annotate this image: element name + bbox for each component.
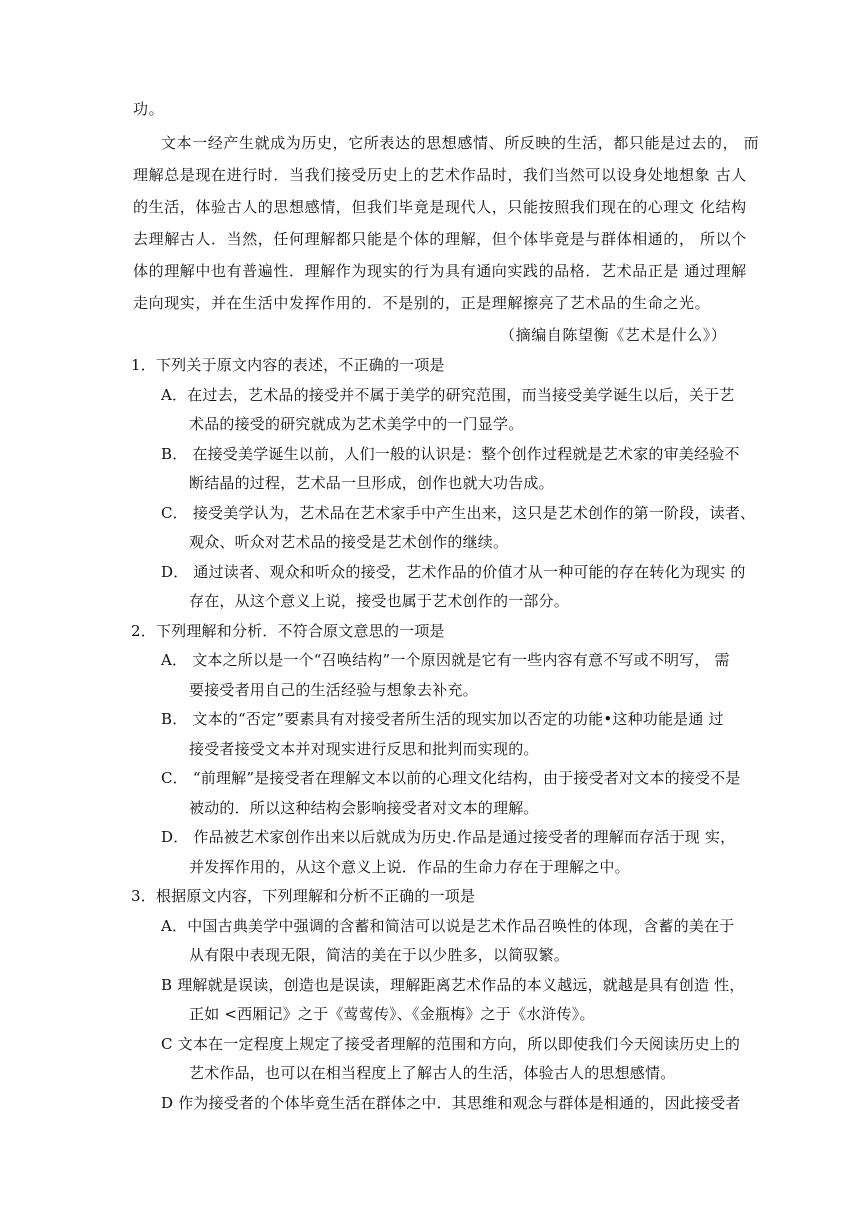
source-citation: （摘编自陈望衡《艺术是什么》） — [500, 326, 727, 344]
question-stem: 1．下列关于原文内容的表述，不正确的一项是 — [131, 356, 445, 374]
passage-line: 体的理解中也有普遍性．理解作为现实的行为具有通向实践的品格．艺术品正是 通过理解 — [133, 262, 747, 280]
option-line: 艺术作品，也可以在相当程度上了解古人的生活，体验古人的思想感情。 — [189, 1064, 676, 1082]
option-line: 从有限中表现无限，简洁的美在于以少胜多，以简驭繁。 — [189, 946, 570, 964]
option-line: 正如 <西厢记》之于《莺莺传》、《金瓶梅》之于《水浒传》。 — [189, 1005, 595, 1023]
question-stem: 2．下列理解和分析．不符合原文意思的一项是 — [131, 622, 445, 640]
option-line: D 作为接受者的个体毕竟生活在群体之中．其思维和观念与群体是相通的，因此接受者 — [161, 1094, 741, 1112]
passage-line: 的生活，体验古人的思想感情，但我们毕竟是现代人，只能按照我们现在的心理文 化结构 — [133, 198, 747, 216]
option-line: 存在，从这个意义上说，接受也属于艺术创作的一部分。 — [189, 592, 570, 610]
option-line: 并发挥作用的，从这个意义上说．作品的生命力存在于理解之中。 — [189, 858, 630, 876]
option-line: A． 文本之所以是一个“召唤结构”一个原因就是它有一些内容有意不写或不明写， 需 — [161, 651, 730, 669]
option-line: 被动的．所以这种结构会影响接受者对文本的理解。 — [189, 799, 539, 817]
option-line: A．在过去，艺术品的接受并不属于美学的研究范围，而当接受美学诞生以后，关于艺 — [161, 386, 735, 404]
option-line: 观众、听众对艺术品的接受是艺术创作的继续。 — [189, 533, 509, 551]
question-stem: 3．根据原文内容，下列理解和分析不正确的一项是 — [131, 887, 476, 905]
passage-line: 文本一经产生就成为历史，它所表达的思想感情、所反映的生活，都只能是过去的， 而 — [161, 134, 760, 152]
option-line: C． 接受美学认为，艺术品在艺术家手中产生出来，这只是艺术创作的第一阶段，读者、 — [161, 504, 756, 522]
option-line: 断结晶的过程，艺术品一旦形成，创作也就大功告成。 — [189, 474, 554, 492]
option-line: 接受者接受文本并对现实进行反思和批判而实现的。 — [189, 740, 539, 758]
passage-line: 功。 — [133, 100, 165, 118]
option-line: D． 作品被艺术家创作出来以后就成为历史.作品是通过接受者的理解而存活于现 实， — [161, 828, 736, 846]
option-line: B 理解就是误读，创造也是误读，理解距离艺术作品的本义越远，就越是具有创造 性， — [161, 976, 745, 994]
option-line: B． 文本的“否定”要素具有对接受者所生活的现实加以否定的功能•这种功能是通 过 — [161, 710, 724, 728]
option-line: 术品的接受的研究就成为艺术美学中的一门显学。 — [189, 415, 524, 433]
option-line: A．中国古典美学中强调的含蓄和简洁可以说是艺术作品召唤性的体现，含蓄的美在于 — [161, 917, 735, 935]
option-line: 要接受者用自己的生活经验与想象去补充。 — [189, 681, 478, 699]
option-line: D． 通过读者、观众和听众的接受，艺术作品的价值才从一种可能的存在转化为现实 的 — [161, 563, 746, 581]
passage-line: 去理解古人．当然，任何理解都只能是个体的理解，但个体毕竟是与群体相通的， 所以个 — [133, 230, 747, 248]
passage-line: 走向现实，并在生活中发挥作用的．不是别的，正是理解擦亮了艺术品的生命之光。 — [133, 294, 711, 312]
option-line: C 文本在一定程度上规定了接受者理解的范围和方向，所以即使我们今天阅读历史上的 — [161, 1035, 741, 1053]
option-line: C． “前理解”是接受者在理解文本以前的心理文化结构，由于接受者对文本的接受不是 — [161, 769, 741, 787]
option-line: B． 在接受美学诞生以前，人们一般的认识是：整个创作过程就是艺术家的审美经验不 — [161, 445, 740, 463]
passage-line: 理解总是现在进行时．当我们接受历史上的艺术作品时，我们当然可以设身处地想象 古人 — [133, 166, 747, 184]
